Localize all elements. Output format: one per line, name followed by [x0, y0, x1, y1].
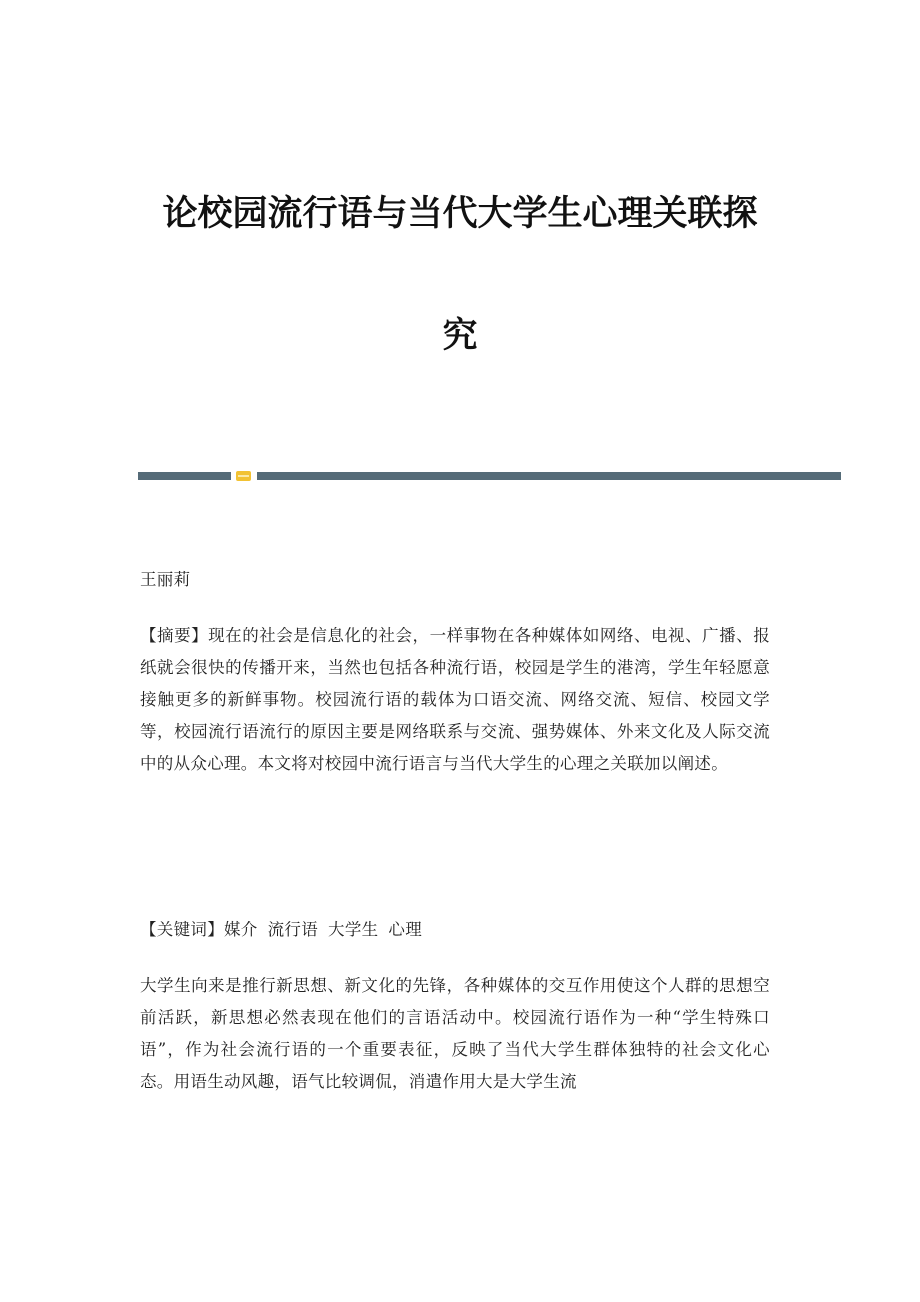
abstract-text: 现在的社会是信息化的社会，一样事物在各种媒体如网络、电视、广播、报纸就会很快的传播开来，当然也包括各种流行语，校园是学生的港湾，学生年轻愿意接触更多的新鲜事物。校园流行语的载体为口语交流、网络交流、短信、校园文学等，校园流行语流行的原因主要是网络联系与交流、强势媒体、外来文化及人际交流中的从众心理。本文将对校园中流行语言与当代大学生的心理之关联加以阐述。	[140, 626, 770, 773]
body-paragraph: 大学生向来是推行新思想、新文化的先锋，各种媒体的交互作用使这个人群的思想空前活跃，新思想必然表现在他们的言语活动中。校园流行语作为一种“学生特殊口语”，作为社会流行语的一个重要表征，反映了当代大学生群体独特的社会文化心态。用语生动风趣，语气比较调侃，消遣作用大是大学生流	[140, 976, 770, 1091]
keywords-label: 【关键词】	[140, 920, 224, 939]
document-title-line-2: 究	[442, 315, 478, 356]
divider-bar-right	[257, 472, 841, 480]
document-title-line-1: 论校园流行语与当代大学生心理关联探	[162, 193, 758, 234]
keyword: 大学生	[328, 920, 379, 939]
divider-bar-left	[138, 472, 231, 480]
author-name: 王丽莉	[140, 570, 191, 589]
keywords-line	[140, 914, 770, 946]
keyword: 媒介	[224, 920, 258, 939]
envelope-icon	[236, 471, 251, 481]
title-divider	[138, 472, 841, 480]
abstract-paragraph	[140, 620, 770, 780]
keyword: 心理	[388, 920, 423, 939]
abstract-label: 【摘要】	[140, 626, 209, 645]
keyword: 流行语	[267, 920, 319, 939]
